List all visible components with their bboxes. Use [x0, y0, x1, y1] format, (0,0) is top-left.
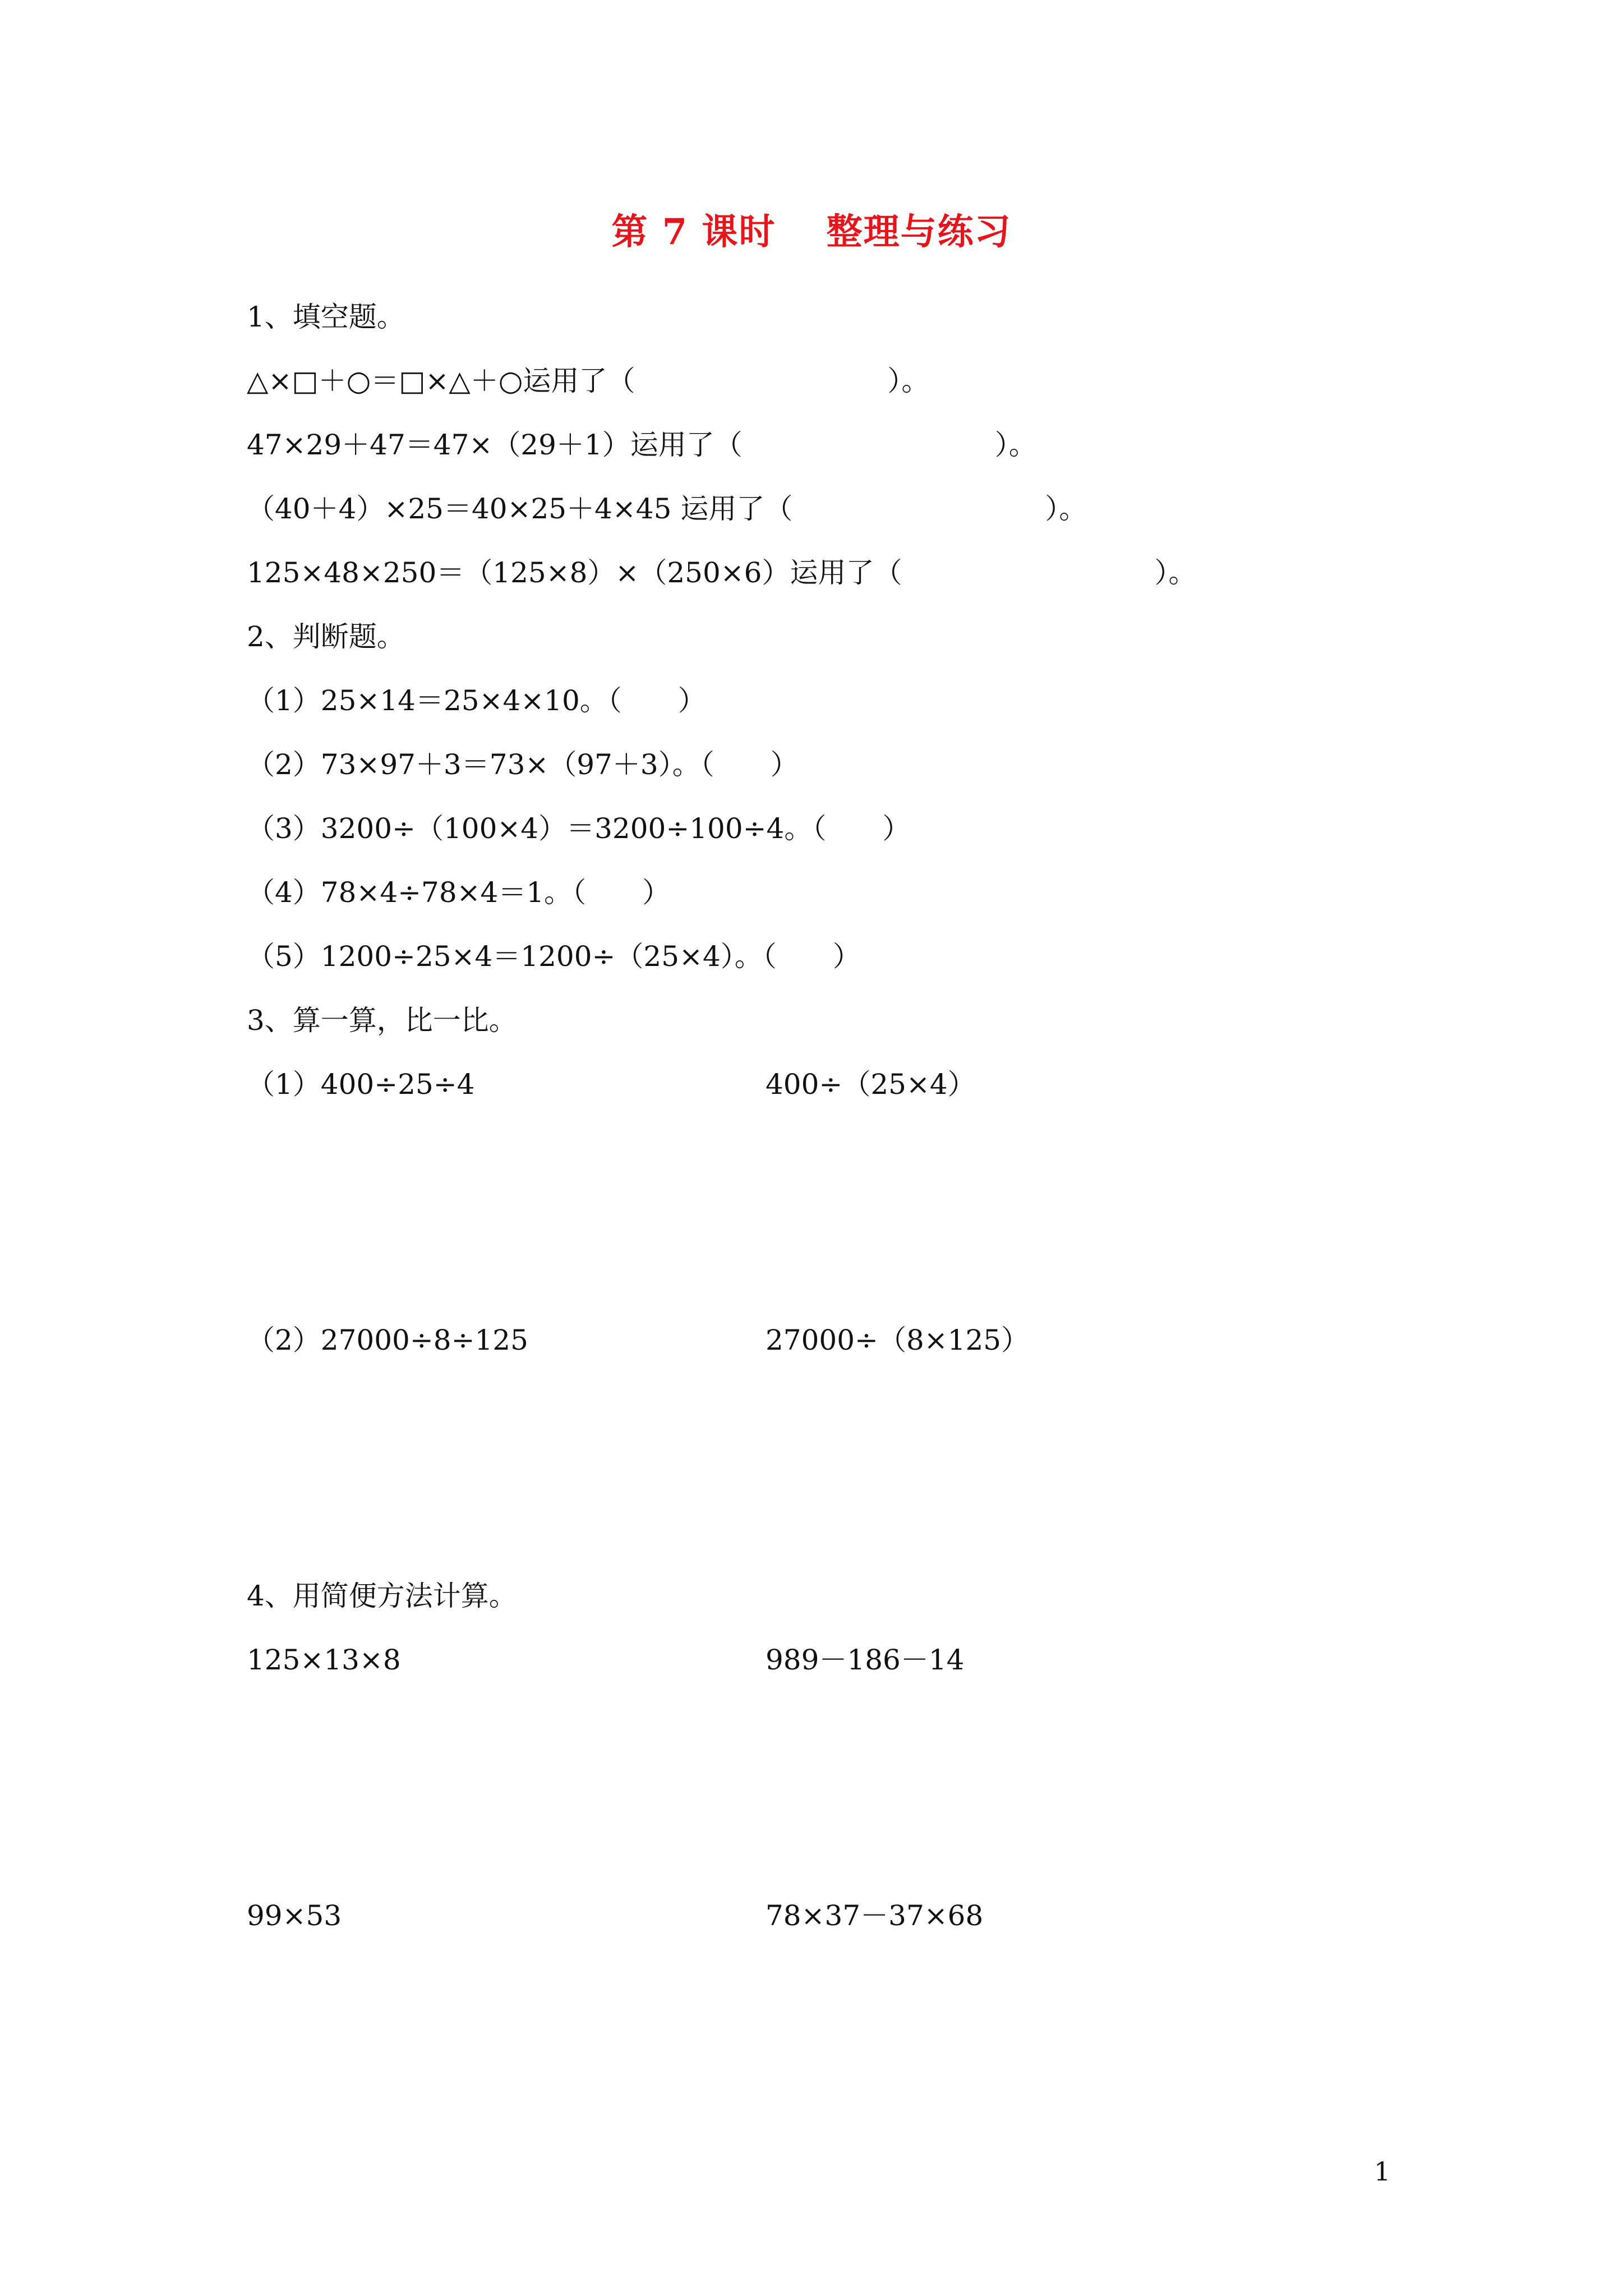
page-number: 1: [1374, 2156, 1391, 2187]
q4-row2-right: 78×37－37×68: [766, 1899, 984, 1932]
q1-item-2: 47×29＋47＝47×（29＋1）运用了（ ）。: [247, 429, 1037, 461]
q1-item-1: △×□＋○＝□×△＋○运用了（ ）。: [247, 365, 930, 397]
page-title: 第 7 课时 整理与练习: [611, 211, 1012, 253]
q2-item-3: （3）3200÷（100×4）＝3200÷100÷4。（ ）: [247, 812, 911, 845]
q3-row1-left: （1）400÷25÷4: [247, 1068, 475, 1101]
q1-heading: 1、填空题。: [247, 301, 405, 333]
q3-row2-right: 27000÷（8×125）: [766, 1324, 1030, 1356]
q1-item-4: 125×48×250＝（125×8）×（250×6）运用了（ ）。: [247, 556, 1197, 589]
q3-row2-left: （2）27000÷8÷125: [247, 1324, 528, 1356]
q3-heading: 3、算一算，比一比。: [247, 1004, 517, 1037]
q2-item-2: （2）73×97＋3＝73×（97＋3）。（ ）: [247, 748, 799, 781]
q1-item-3: （40＋4）×25＝40×25＋4×45 运用了（ ）。: [247, 493, 1087, 525]
q4-heading: 4、用简便方法计算。: [247, 1580, 517, 1612]
q4-row1-right: 989－186－14: [766, 1644, 965, 1676]
q4-row2-left: 99×53: [247, 1899, 342, 1932]
q2-item-1: （1）25×14＝25×4×10。（ ）: [247, 684, 706, 717]
q4-row1-left: 125×13×8: [247, 1644, 401, 1676]
q2-item-5: （5）1200÷25×4＝1200÷（25×4）。（ ）: [247, 940, 861, 973]
q3-row1-right: 400÷（25×4）: [766, 1068, 976, 1101]
q2-item-4: （4）78×4÷78×4＝1。（ ）: [247, 876, 671, 909]
q2-heading: 2、判断题。: [247, 620, 405, 653]
